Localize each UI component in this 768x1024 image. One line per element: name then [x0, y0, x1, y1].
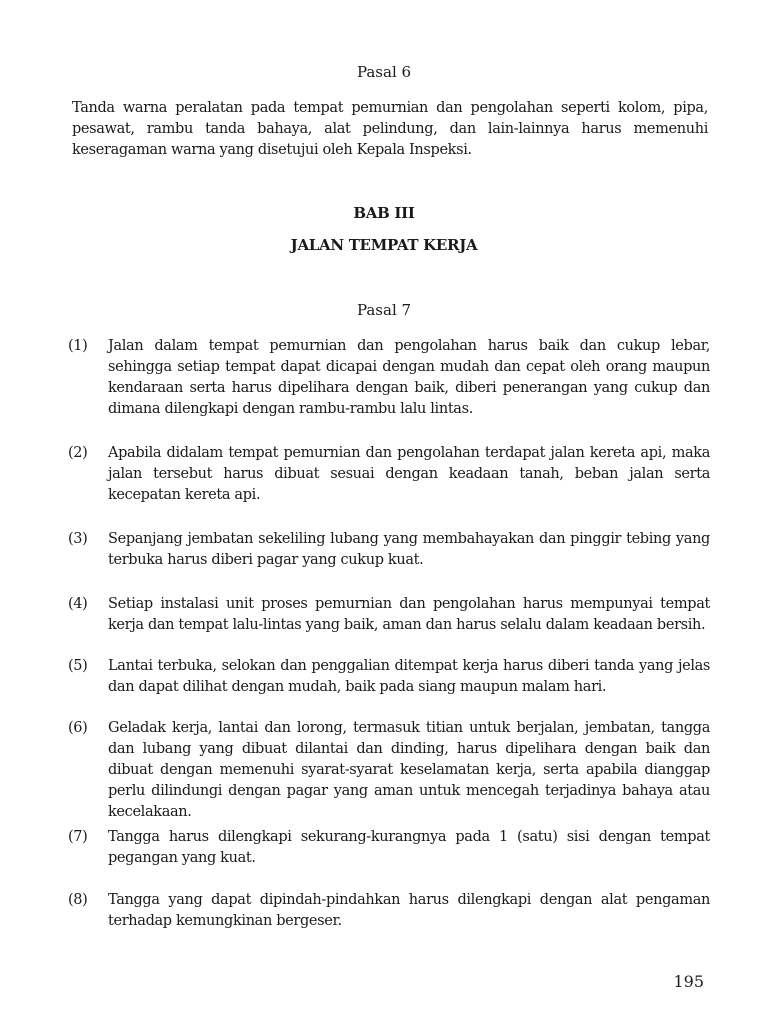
list-item — [68, 656, 710, 698]
item-number: (1) — [68, 338, 88, 354]
item-number: (7) — [68, 829, 88, 845]
item-number: (6) — [68, 720, 88, 736]
item-number: (4) — [68, 596, 88, 612]
item-number: (5) — [68, 658, 88, 674]
chapter-title: JALAN TEMPAT KERJA — [290, 236, 478, 254]
item-text: Jalan dalam tempat pemurnian dan pengolahan harus baik dan cukup lebar, sehingga setiap tempat dapat dicapai dengan mudah dan cepat oleh orang maupun kendaraan serta harus dipelihara dengan baik, diberi penerangan yang cukup dan dimana dilengkapi dengan rambu-rambu lalu lintas. — [108, 338, 710, 417]
item-text: Geladak kerja, lantai dan lorong, termasuk titian untuk berjalan, jembatan, tangga dan lubang yang dibuat dilantai dan dinding, harus dipelihara dengan baik dan dibuat dengan memenuhi syarat-syarat keselamatan kerja, serta apabila dianggap perlu dilindungi dengan pagar yang aman untuk mencegah terjadinya bahaya atau kecelakaan. — [108, 720, 710, 820]
list-item — [68, 529, 710, 571]
page-number: 195 — [673, 972, 704, 991]
item-text: Apabila didalam tempat pemurnian dan pengolahan terdapat jalan kereta api, maka jalan tersebut harus dibuat sesuai dengan keadaan tanah, beban jalan serta kecepatan kereta api. — [108, 445, 710, 503]
list-item — [68, 718, 710, 823]
chapter-number: BAB III — [353, 204, 415, 222]
item-number: (8) — [68, 892, 88, 908]
pasal-7-title: Pasal 7 — [356, 301, 412, 319]
list-item — [68, 443, 710, 506]
item-text: Tangga yang dapat dipindah-pindahkan harus dilengkapi dengan alat pengaman terhadap kemungkinan bergeser. — [108, 892, 710, 929]
item-text: Tangga harus dilengkapi sekurang-kurangnya pada 1 (satu) sisi dengan tempat pegangan yang kuat. — [108, 829, 710, 866]
list-item — [68, 336, 710, 420]
item-text: Lantai terbuka, selokan dan penggalian ditempat kerja harus diberi tanda yang jelas dan dapat dilihat dengan mudah, baik pada siang maupun malam hari. — [108, 658, 710, 695]
list-item — [68, 827, 710, 869]
item-number: (2) — [68, 445, 88, 461]
item-text: Setiap instalasi unit proses pemurnian dan pengolahan harus mempunyai tempat kerja dan tempat lalu-lintas yang baik, aman dan harus selalu dalam keadaan bersih. — [108, 596, 710, 633]
list-item — [68, 890, 710, 932]
item-text: Sepanjang jembatan sekeliling lubang yang membahayakan dan pinggir tebing yang terbuka harus diberi pagar yang cukup kuat. — [108, 531, 710, 568]
list-item — [68, 594, 710, 636]
item-number: (3) — [68, 531, 88, 547]
pasal-6-body: Tanda warna peralatan pada tempat pemurnian dan pengolahan seperti kolom, pipa, pesawat, rambu tanda bahaya, alat pelindung, dan lain-lainnya harus memenuhi keseragaman warna yang disetujui oleh Kepala Inspeksi. — [72, 100, 708, 158]
pasal-6-title: Pasal 6 — [356, 63, 412, 81]
